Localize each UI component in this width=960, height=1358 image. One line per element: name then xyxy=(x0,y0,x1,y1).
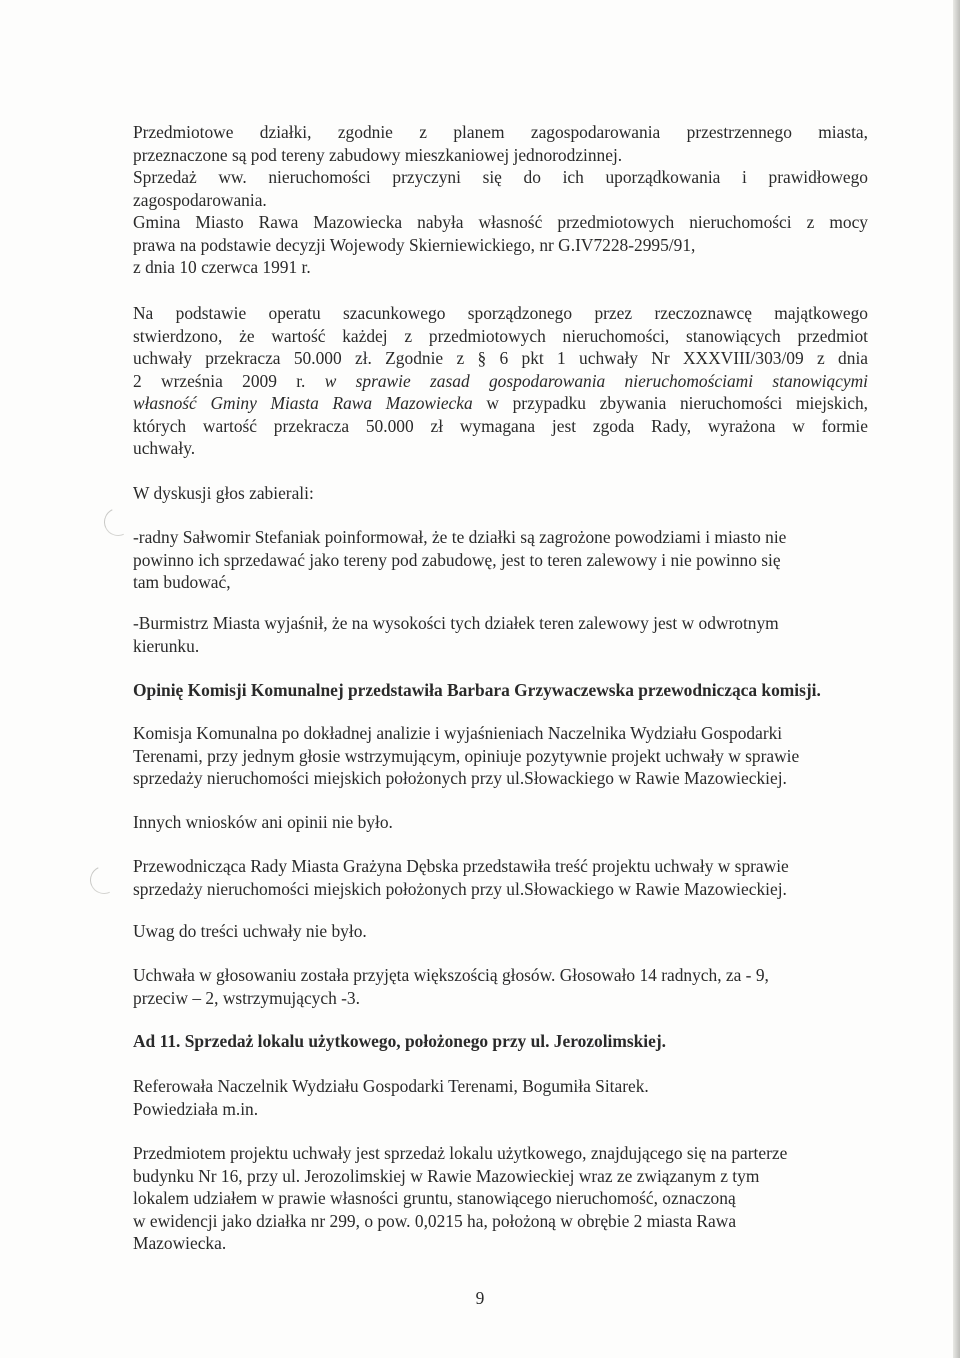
page-edge xyxy=(953,0,960,1358)
italic-text-segment: w sprawie zasad gospodarowania nieruchomościami stanowiącymi xyxy=(324,370,868,391)
text-line: przeciw – 2, wstrzymujących -3. xyxy=(133,987,360,1008)
italic-text-segment: własność Gminy Miasta Rawa Mazowiecka xyxy=(133,393,473,413)
text-segment: w przypadku zbywania nieruchomości miejskich, xyxy=(472,393,868,413)
text-line xyxy=(133,370,868,393)
heading-committee-opinion xyxy=(133,679,868,702)
text-line: prawa na podstawie decyzji Wojewody Skierniewickiego, nr G.IV7228-2995/91, xyxy=(133,234,696,255)
text-line: Ad 11. Sprzedaż lokalu użytkowego, położonego przy ul. Jerozolimskiej. xyxy=(133,1031,666,1051)
paragraph-presenter xyxy=(133,1075,868,1120)
text-line: Innych wniosków ani opinii nie było. xyxy=(133,812,393,832)
text-line: przeznaczone są pod tereny zabudowy mieszkaniowej jednorodzinnej. xyxy=(133,144,623,165)
text-line: sprzedaży nieruchomości miejskich położonych przy ul.Słowackiego w Rawie Mazowieckiej. xyxy=(133,768,787,788)
text-line: Terenami, przy jednym głosie wstrzymującym, opiniuje pozytywnie projekt uchwały w sprawie xyxy=(133,745,800,766)
paragraph-valuation xyxy=(133,302,868,460)
text-line: uchwały przekracza 50.000 zł. Zgodnie z § 6 pkt 1 uchwały Nr XXXVIII/303/09 z dnia xyxy=(133,348,868,368)
punch-hole-mark xyxy=(86,862,122,898)
text-line: budynku Nr 16, przy ul. Jerozolimskiej w Rawie Mazowieckiej wraz ze związanym z tym xyxy=(133,1165,760,1186)
text-line: Sprzedaż ww. nieruchomości przyczyni się do ich uporządkowania i prawidłowego xyxy=(133,167,868,187)
text-line: których wartość przekracza 50.000 zł wymagana jest zgoda Rady, wyrażona w formie xyxy=(133,415,868,436)
paragraph-sale-subject xyxy=(133,1142,868,1255)
text-line: Uwag do treści uchwały nie było. xyxy=(133,921,367,941)
punch-hole-mark xyxy=(100,504,136,540)
text-line: lokalem udziałem w prawie własności gruntu, stanowiącego nieruchomość, oznaczoną xyxy=(133,1188,736,1208)
text-line: Gmina Miasto Rawa Mazowiecka nabyła własność przedmiotowych nieruchomości z mocy xyxy=(133,212,868,232)
text-line xyxy=(133,392,868,415)
text-line: Na podstawie operatu szacunkowego sporządzonego przez rzeczoznawcę majątkowego xyxy=(133,303,868,323)
text-line: tam budować, xyxy=(133,572,231,592)
text-line: sprzedaży nieruchomości miejskich położonych przy ul.Słowackiego w Rawie Mazowieckiej. xyxy=(133,878,787,899)
text-line: w ewidencji jako działka nr 299, o pow. 0,0215 ha, położoną w obrębie 2 miasta Rawa xyxy=(133,1210,737,1231)
text-line: Opinię Komisji Komunalnej przedstawiła Barbara Grzywaczewska przewodnicząca komisji. xyxy=(133,680,821,700)
paragraph-discussion-intro xyxy=(133,482,868,505)
text-line: uchwały. xyxy=(133,438,196,458)
text-line: Powiedziała m.in. xyxy=(133,1098,259,1119)
paragraph-plot-purpose xyxy=(133,121,868,279)
paragraph-mayor-reply xyxy=(133,612,868,657)
text-line: Komisja Komunalna po dokładnej analizie i wyjaśnieniach Naczelnika Wydziału Gospodarki xyxy=(133,723,783,743)
text-line: Referowała Naczelnik Wydziału Gospodarki Terenami, Bogumiła Sitarek. xyxy=(133,1076,649,1096)
text-line: Przedmiotowe działki, zgodnie z planem zagospodarowania przestrzennego miasta, xyxy=(133,122,868,142)
page-number: 9 xyxy=(475,1288,485,1308)
text-line: zagospodarowania. xyxy=(133,189,267,210)
text-line: -Burmistrz Miasta wyjaśnił, że na wysokości tych działek teren zalewowy jest w odwrotnym xyxy=(133,613,779,633)
paragraph-councillor-remark xyxy=(133,526,868,594)
text-line: Przedmiotem projektu uchwały jest sprzedaż lokalu użytkowego, znajdującego się na parterze xyxy=(133,1143,788,1163)
text-line: Mazowiecka. xyxy=(133,1233,227,1253)
text-line: W dyskusji głos zabierali: xyxy=(133,483,314,503)
text-line: z dnia 10 czerwca 1991 r. xyxy=(133,257,311,277)
text-line: stwierdzono, że wartość każdej z przedmiotowych nieruchomości, stanowiących przedmiot xyxy=(133,325,868,346)
heading-agenda-item-11 xyxy=(133,1030,868,1053)
text-line: Uchwała w głosowaniu została przyjęta większością głosów. Głosowało 14 radnych, za - 9, xyxy=(133,965,769,985)
paragraph-committee-opinion xyxy=(133,722,868,790)
paragraph-vote-result xyxy=(133,964,868,1009)
paragraph-no-comments xyxy=(133,920,868,943)
text-segment: 2 września 2009 r. xyxy=(133,370,325,391)
paragraph-chair-presentation xyxy=(133,855,868,900)
text-line: kierunku. xyxy=(133,635,200,656)
text-line: Przewodnicząca Rady Miasta Grażyna Dębska przedstawiła treść projektu uchwały w sprawie xyxy=(133,856,789,876)
paragraph-no-motions xyxy=(133,811,868,834)
text-line: -radny Sałwomir Stefaniak poinformował, że te działki są zagrożone powodziami i miasto nie xyxy=(133,527,787,547)
text-line: powinno ich sprzedawać jako tereny pod zabudowę, jest to teren zalewowy i nie powinno się xyxy=(133,549,781,570)
